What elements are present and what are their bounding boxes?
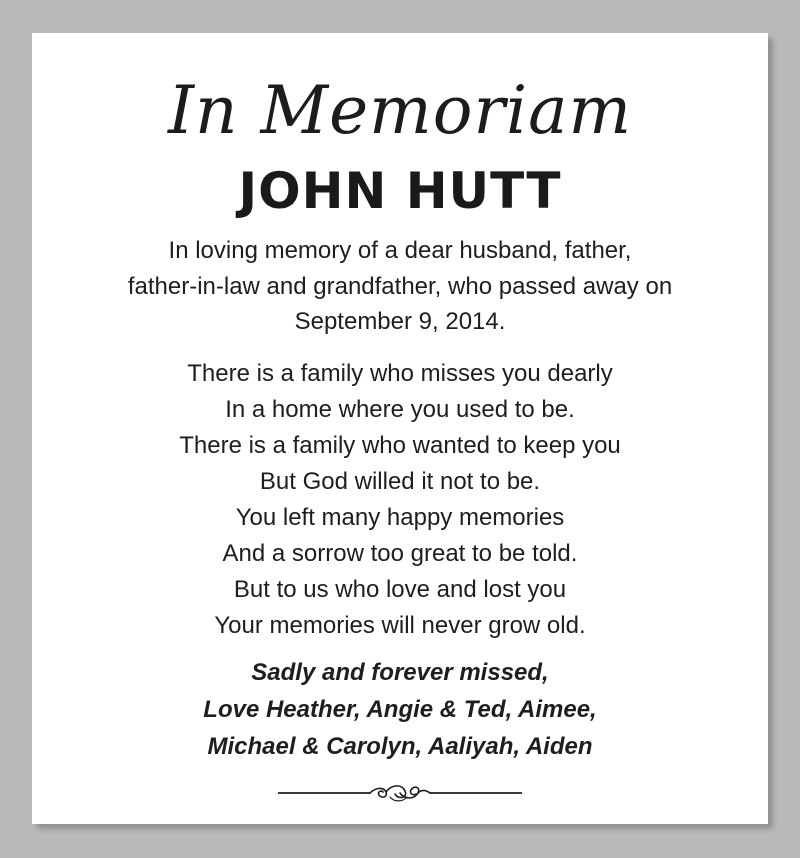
- intro-line: In loving memory of a dear husband, father,: [168, 237, 632, 264]
- poem-line: Your memories will never grow old.: [214, 612, 586, 639]
- poem-line: In a home where you used to be.: [225, 396, 575, 423]
- poem-line: There is a family who misses you dearly: [187, 360, 613, 387]
- poem-line: But to us who love and lost you: [233, 576, 567, 603]
- signoff: [32, 654, 768, 765]
- poem-line: But God willed it not to be.: [259, 468, 541, 495]
- signoff-line: Sadly and forever missed,: [251, 659, 549, 686]
- poem-line: There is a family who wanted to keep you: [179, 432, 621, 459]
- signoff-line: Michael & Carolyn, Aaliyah, Aiden: [207, 733, 593, 760]
- memorial-notice-card: [32, 33, 768, 824]
- heading-in-memoriam: In Memoriam: [167, 72, 633, 149]
- intro-line: father-in-law and grandfather, who passed away on: [127, 272, 673, 300]
- poem: [32, 356, 768, 644]
- intro-line: September 9, 2014.: [294, 308, 506, 335]
- poem-line: You left many happy memories: [235, 504, 565, 531]
- intro-paragraph: [32, 233, 768, 340]
- flourish-divider-icon: [278, 781, 522, 805]
- deceased-name: JOHN HUTT: [238, 162, 562, 220]
- signoff-line: Love Heather, Angie & Ted, Aimee,: [203, 696, 597, 723]
- poem-line: And a sorrow too great to be told.: [222, 540, 578, 567]
